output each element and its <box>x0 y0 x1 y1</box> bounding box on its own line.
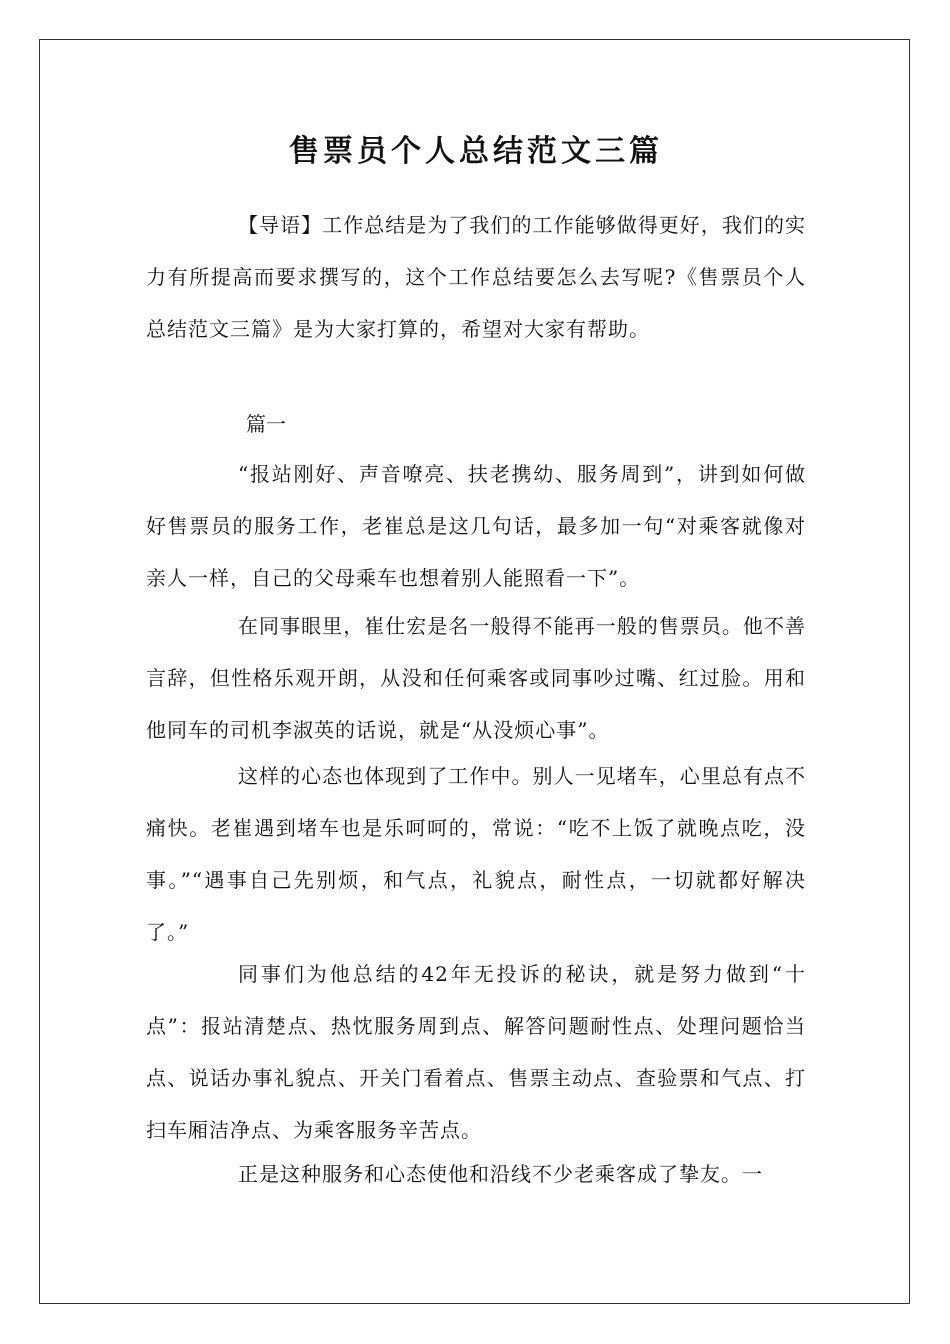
body-paragraph: 在同事眼里，崔仕宏是名一般得不能再一般的售票员。他不善言辞，但性格乐观开朗，从没和任何乘客或同事吵过嘴、红过脸。用和他同车的司机李淑英的话说，就是“从没烦心事”。 <box>146 614 806 742</box>
body-paragraph: 这样的心态也体现到了工作中。别人一见堵车，心里总有点不痛快。老崔遇到堵车也是乐呵呵的，常说：“吃不上饭了就晚点吃，没事。”“遇事自己先别烦，和气点，礼貌点，耐性点，一切就都好解决了。” <box>146 764 806 944</box>
document-title: 售票员个人总结范文三篇 <box>289 134 663 169</box>
section-heading: 篇一 <box>246 412 286 436</box>
body-paragraph: 同事们为他总结的42年无投诉的秘诀，就是努力做到“十点”：报站清楚点、热忱服务周到点、解答问题耐性点、处理问题恰当点、说话办事礼貌点、开关门看着点、售票主动点、查验票和气点、打扫车厢洁净点、为乘客服务辛苦点。 <box>146 962 806 1142</box>
body-paragraph: 正是这种服务和心态使他和沿线不少老乘客成了挚友。一 <box>238 1162 763 1186</box>
body-paragraph: “报站刚好、声音嘹亮、扶老携幼、服务周到”，讲到如何做好售票员的服务工作，老崔总是这几句话，最多加一句“对乘客就像对亲人一样，自己的父母乘车也想着别人能照看一下”。 <box>146 462 806 590</box>
intro-paragraph: 【导语】工作总结是为了我们的工作能够做得更好，我们的实力有所提高而要求撰写的，这个工作总结要怎么去写呢?《售票员个人总结范文三篇》是为大家打算的，希望对大家有帮助。 <box>146 213 806 341</box>
